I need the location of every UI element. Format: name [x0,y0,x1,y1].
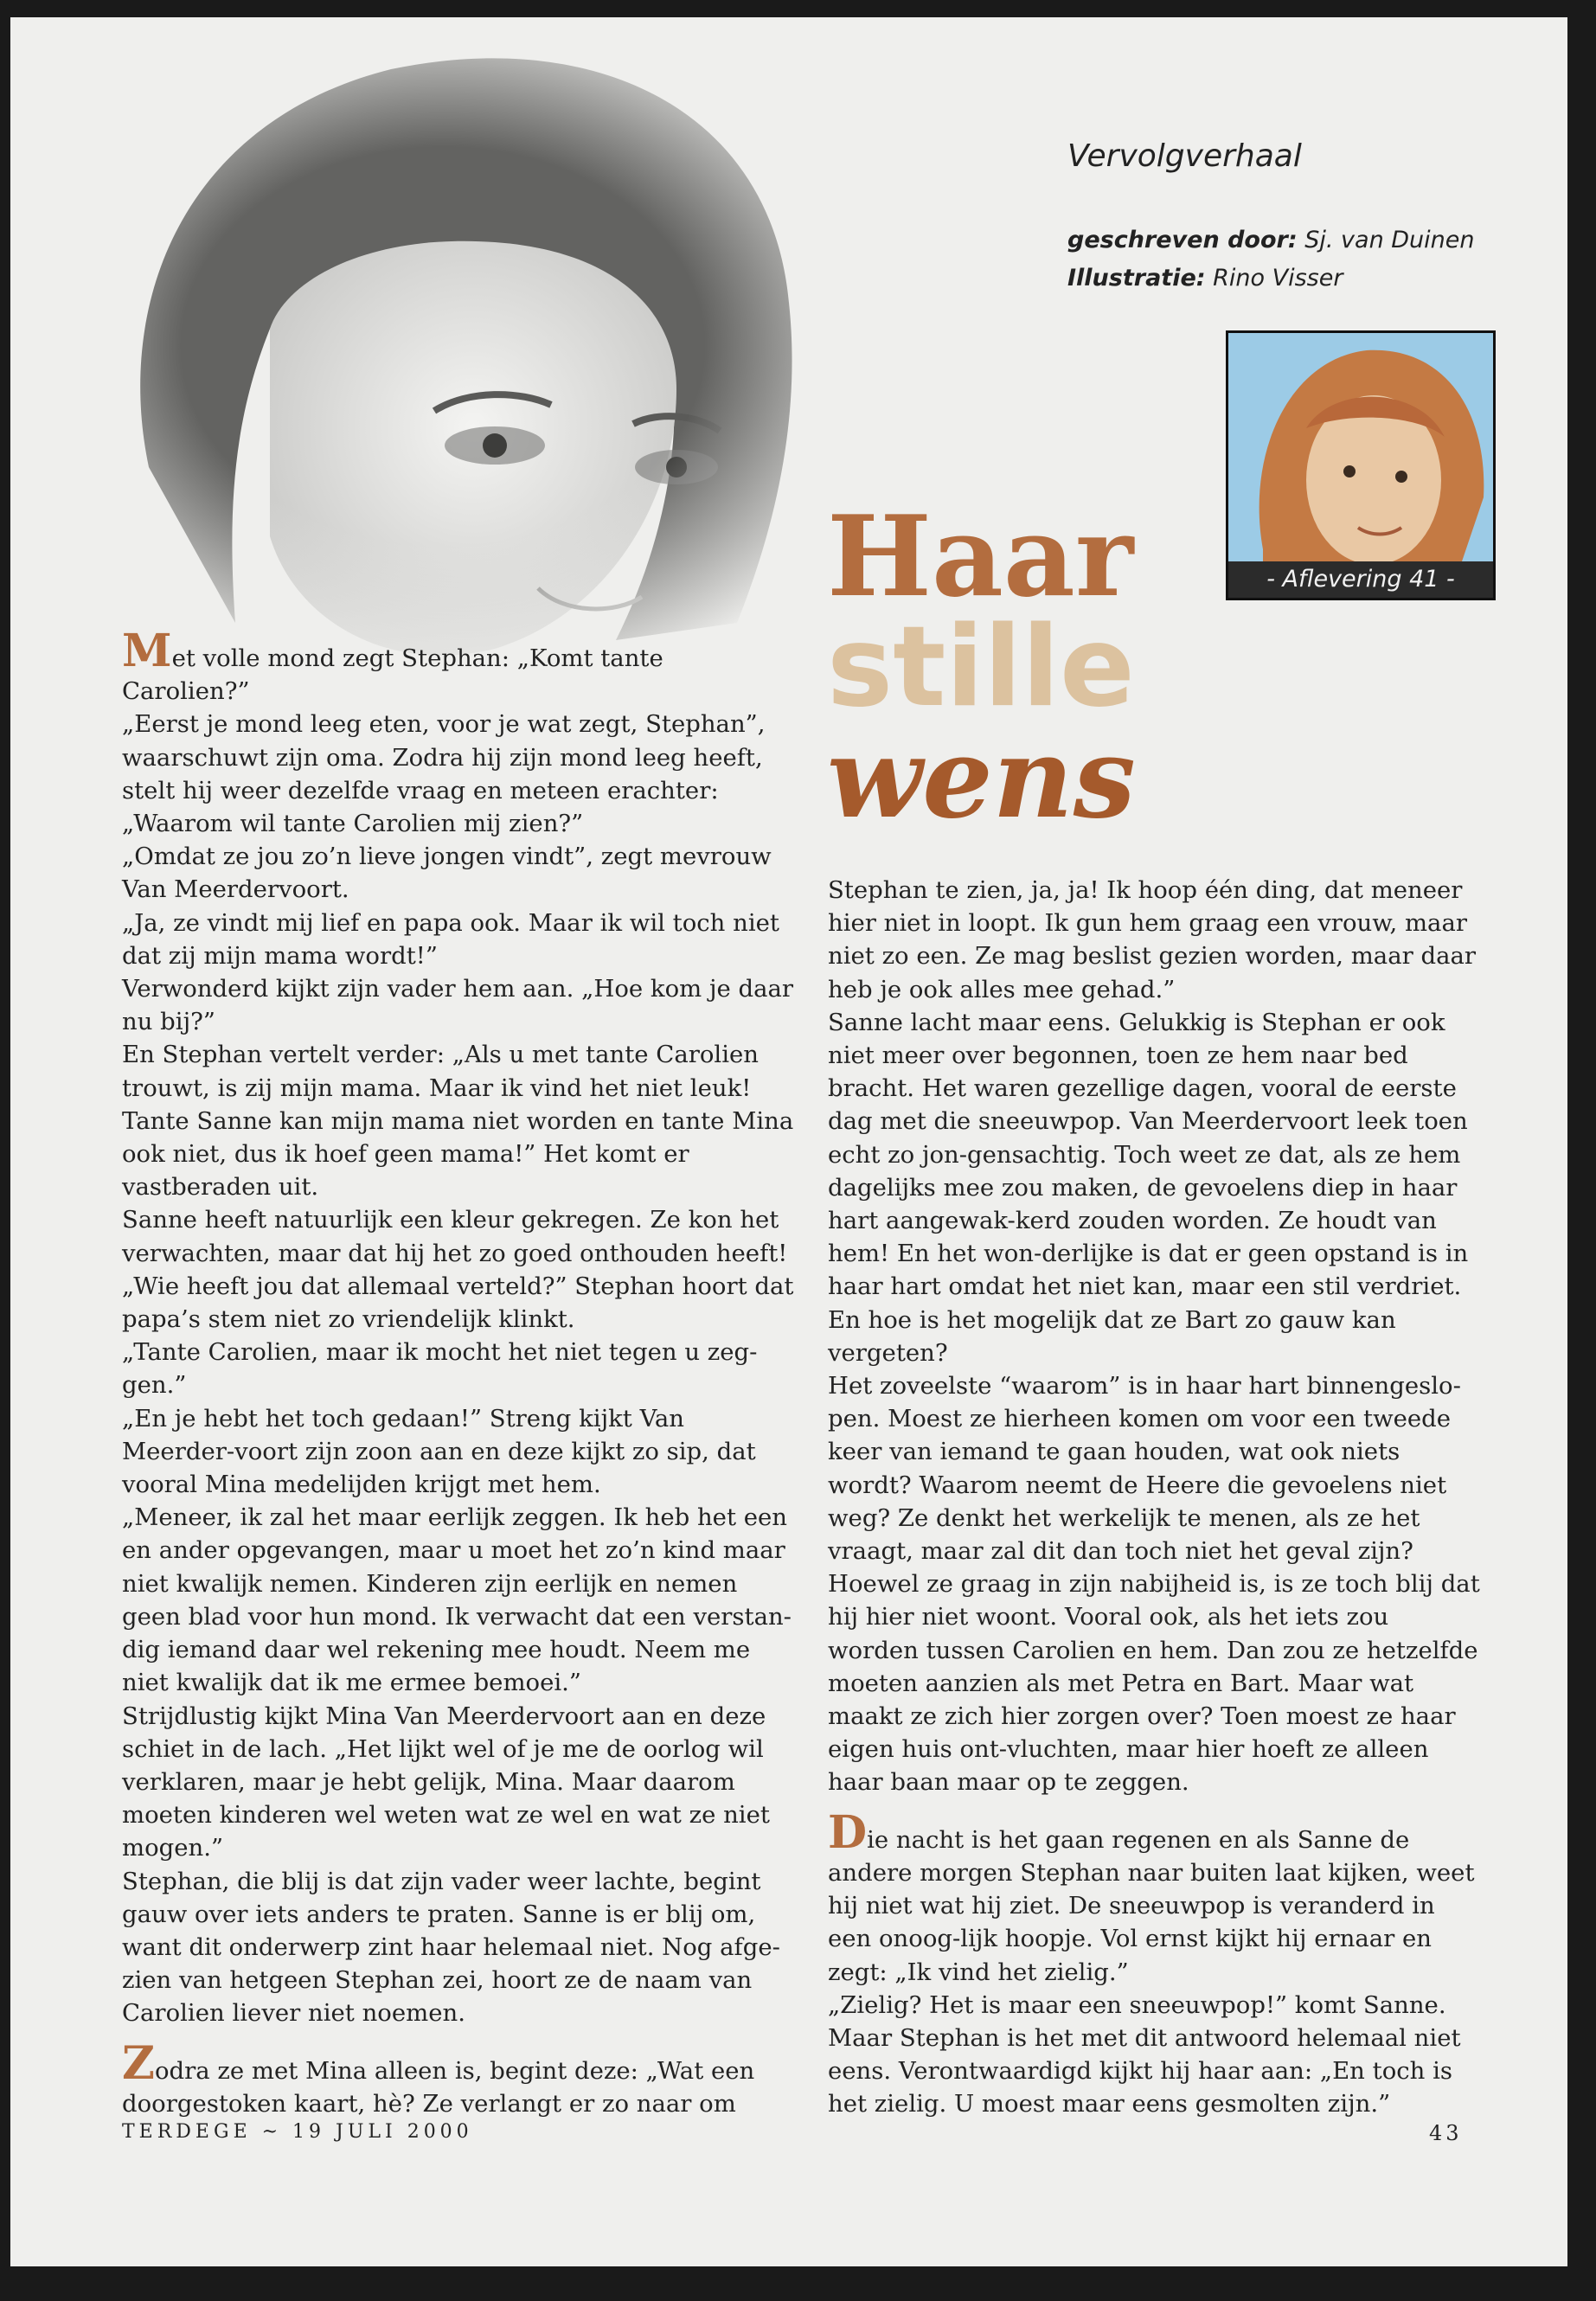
drop-cap: D [828,1805,868,1859]
drop-cap: Z [122,2036,155,2090]
credits [1067,221,1475,298]
author-label: geschreven door: [1067,227,1298,253]
drop-cap: M [122,625,172,677]
illustrator-name: Rino Visser [1213,265,1343,292]
paragraph: Stephan, die blij is dat zijn vader weer lachte, begint gauw over iets anders te praten. Sanne is er blij om, want dit onderwerp zint haar helemaal niet. Nog afge-zien van hetgeen Stephan zei, hoort ze de naam van Carolien liever niet noemen. [122,1867,780,2028]
story-title [827,492,1136,843]
text-column-left [122,625,797,2120]
paragraph: „En je hebt het toch gedaan!” Streng kijkt Van Meerder-voort zijn zoon aan en deze kijkt zo sip, dat vooral Mina medelijden krijgt met hem. [122,1404,756,1499]
magazine-page [10,17,1567,2266]
paragraph: „Zielig? Het is maar een sneeuwpop!” komt Sanne. Maar Stephan is het met dit antwoord helemaal niet eens. Verontwaardigd kijkt hij haar aan: „En toch is het zielig. U moest maar eens gesmolten zijn.” [828,1990,1461,2118]
illustrator-credit [1067,260,1475,298]
illustrator-label: Illustratie: [1067,265,1206,292]
paragraph: Sanne lacht maar eens. Gelukkig is Stephan er ook niet meer over begonnen, toen ze hem naar bed bracht. Het waren gezellige dagen, vooral de eerste dag met die sneeuwpop. Van Meerdervoort leek toen echt zo jon-gensachtig. Toch weet ze dat, als ze hem dagelijks mee zou maken, de gevoelens diep in haar hart aangewak-kerd zouden worden. Ze houdt van hem! En het won-derlijke is dat er geen opstand is in haar hart omdat het niet kan, maar een stil verdriet. En hoe is het mogelijk dat ze Bart zo gauw kan vergeten? [828,1008,1469,1367]
paragraph: Die nacht is het gaan regenen en als Sanne de andere morgen Stephan naar buiten laat kijken, weet hij niet wat hij ziet. De sneeuwpop is veranderd in een onoog-lijk hoopje. Vol ernst kijkt hij ernaar en zegt: „Ik vind het zielig.” [828,1805,1475,1986]
paragraph: Strijdlustig kijkt Mina Van Meerdervoort aan en deze schiet in de lach. „Het lijkt wel of je me de oorlog wil verklaren, maar je hebt gelijk, Mina. Maar daarom moeten kinderen wel weten wat ze wel en wat ze niet mogen.” [122,1702,770,1862]
series-title: Vervolgverhaal [1067,138,1302,174]
paragraph: Zodra ze met Mina alleen is, begint deze: „Wat een doorgestoken kaart, hè? Ze verlangt er zo naar om [122,2036,755,2118]
paragraph: „Omdat ze jou zo’n lieve jongen vindt”, zegt mevrouw Van Meerdervoort. [122,843,772,904]
paragraph: „Wie heeft jou dat allemaal verteld?” Stephan hoort dat papa’s stem niet zo vriendelijk klinkt. [122,1272,794,1334]
paragraph: Met volle mond zegt Stephan: „Komt tante Carolien?” [122,625,663,706]
publication-footer: TERDEGE ~ 19 JULI 2000 [122,2121,473,2143]
paragraph: „Ja, ze vindt mij lief en papa ook. Maar ik wil toch niet dat zij mijn mama wordt!” [122,908,779,970]
paragraph: Sanne heeft natuurlijk een kleur gekregen. Ze kon het verwachten, maar dat hij het zo goed onthouden heeft! [122,1206,788,1267]
paragraph: Stephan te zien, ja, ja! Ik hoop één ding, dat meneer hier niet in loopt. Ik gun hem graag een vrouw, maar niet zo een. Ze mag beslist gezien worden, maar daar heb je ook alles mee gehad.” [828,876,1477,1003]
portrait-illustration [10,17,875,675]
episode-label: - Aflevering 41 - [1228,561,1493,598]
text-column-right [828,874,1485,2121]
author-name: Sj. van Duinen [1304,227,1475,253]
paragraph: „Tante Carolien, maar ik mocht het niet tegen u zeg-gen.” [122,1338,758,1400]
paragraph: Verwonderd kijkt zijn vader hem aan. „Hoe kom je daar nu bij?” [122,975,794,1036]
paragraph: En Stephan vertelt verder: „Als u met tante Carolien trouwt, is zij mijn mama. Maar ik vind het niet leuk! Tante Sanne kan mijn mama niet worden en tante Mina ook niet, dus ik hoef geen mama!” Het komt er vastberaden uit. [122,1041,794,1202]
page-number: 43 [1429,2121,1463,2145]
title-line-2: stille [827,603,1135,732]
paragraph: „Eerst je mond leeg eten, voor je wat zegt, Stephan”, waarschuwt zijn oma. Zodra hij zijn mond leeg heeft, stelt hij weer dezelfde vraag en meteen erachter: „Waarom wil tante Carolien mij zien?” [122,710,766,838]
episode-thumbnail [1226,330,1496,600]
thumbnail-portrait [1228,333,1493,598]
paragraph: Het zoveelste “waarom” is in haar hart binnengeslo-pen. Moest ze hierheen komen om voor een tweede keer van iemand te gaan houden, wat ook niets wordt? Waarom neemt de Heere die gevoelens niet weg? Ze denkt het werkelijk te menen, als ze het vraagt, maar zal dit dan toch niet het geval zijn? [828,1372,1461,1566]
author-credit [1067,221,1475,260]
title-line-3: wens [827,714,1136,843]
title-line-1: Haar [827,492,1134,622]
paragraph: Hoewel ze graag in zijn nabijheid is, is ze toch blij dat hij hier niet woont. Vooral ook, als het iets zou worden tussen Carolien en hem. Dan zou ze hetzelfde moeten aanzien als met Petra en Bart. Maar wat maakt ze zich hier zorgen over? Toen moest ze haar eigen huis ont-vluchten, maar hier hoeft ze alleen haar baan maar op te zeggen. [828,1570,1480,1797]
paragraph: „Meneer, ik zal het maar eerlijk zeggen. Ik heb het een en ander opgevangen, maar u moet het zo’n kind maar niet kwalijk nemen. Kinderen zijn eerlijk en nemen geen blad voor hun mond. Ik verwacht dat een verstan-dig iemand daar wel rekening mee houdt. Neem me niet kwalijk dat ik me ermee bemoei.” [122,1503,792,1697]
